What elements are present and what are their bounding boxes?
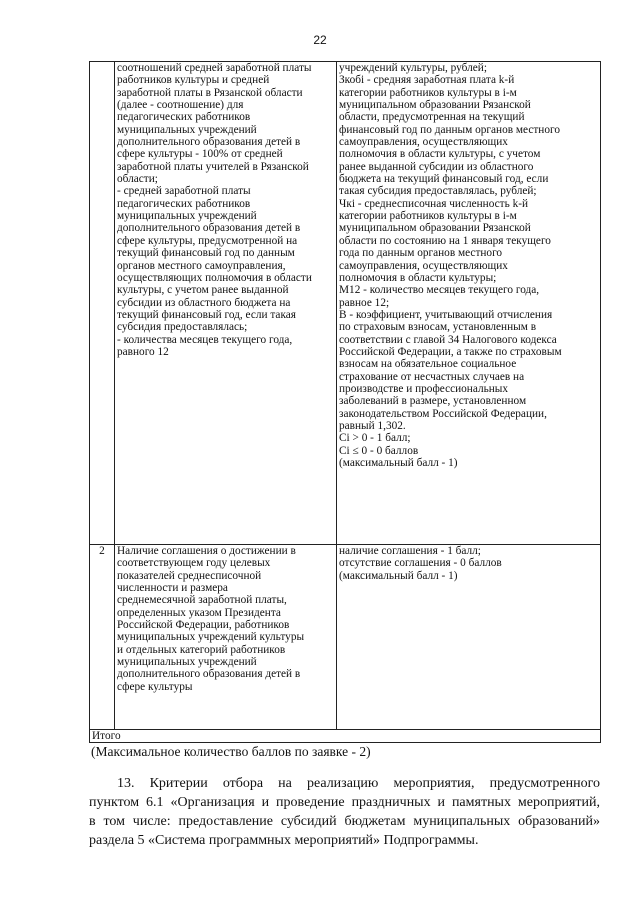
total-label: Итого — [90, 730, 601, 743]
row-number — [90, 62, 115, 545]
paragraph-line: 13. Критерии отбора на реализацию мероприятия, предусмотренного — [117, 776, 600, 791]
criterion-cell: соотношений средней заработной платы работников культуры и средней заработной платы в Рязанской области (далее - соотношение) для педагогических работников муниципальных учреждений дополнительного образования детей в сфере культуры - 100% от средней заработной платы учителей в Рязанской области; - средней заработной платы педагогических работников муниципальных учреждений дополнительного образования детей в сфере культуры, предусмотренной на текущий финансовый год по данным органов местного самоуправления, осуществляющих полномочия в области культуры, с учетом ранее выданной субсидии из областного бюджета на текущий финансовый год, если такая субсидия предоставлялась; - количества месяцев текущего года, равного 12 — [115, 62, 337, 545]
scoring-cell: учреждений культуры, рублей; Зкобі - средняя заработная плата k-й категории работников культуры в i-м муниципальном образовании Рязанской области, предусмотренная на текущий финансовый год по данным органов местного самоуправления, осуществляющих полномочия в области культуры, с учетом ранее выданной субсидии из областного бюджета на текущий финансовый год, если такая субсидия предоставлялась, рублей; Чкі - среднесписочная численность k-й категории работников культуры в i-м муниципальном образовании Рязанской области по состоянию на 1 января текущего года по данным органов местного самоуправления, осуществляющих полномочия в области культуры; М12 - количество месяцев текущего года, равное 12; В - коэффициент, учитывающий отчисления по страховым взносам, установленным в соответствии с главой 34 Налогового кодекса Российской Федерации, а также по страховым взносам на обязательное социальное страхование от несчастных случаев на производстве и профессиональных заболеваний в размере, установленном законодательством Российской Федерации, равный 1,302. Ci > 0 - 1 балл; Ci ≤ 0 - 0 баллов (максимальный балл - 1) — [337, 62, 601, 545]
scoring-cell: наличие соглашения - 1 балл; отсутствие соглашения - 0 баллов (максимальный балл - 1) — [337, 545, 601, 730]
table-row — [90, 545, 601, 730]
paragraph-line: в том числе: предоставление субсидий бюджетам муниципальных образований» — [89, 814, 600, 829]
page-number: 22 — [313, 33, 327, 47]
row-number: 2 — [90, 545, 115, 730]
paragraph-line: раздела 5 «Система программных мероприятий» Подпрограммы. — [89, 833, 479, 848]
max-score-note: (Максимальное количество баллов по заявке - 2) — [91, 744, 371, 759]
paragraph-line: пунктом 6.1 «Организация и проведение праздничных и памятных мероприятий, — [89, 795, 600, 810]
criteria-table — [89, 61, 601, 743]
section-13-paragraph — [89, 774, 600, 850]
criterion-cell: Наличие соглашения о достижении в соответствующем году целевых показателей среднесписочной численности и размера среднемесячной заработной платы, определенных указом Президента Российской Федерации, работников муниципальных учреждений культуры и отдельных категорий работников муниципальных учреждений дополнительного образования детей в сфере культуры — [115, 545, 337, 730]
table-row — [90, 62, 601, 545]
total-row — [90, 730, 601, 743]
